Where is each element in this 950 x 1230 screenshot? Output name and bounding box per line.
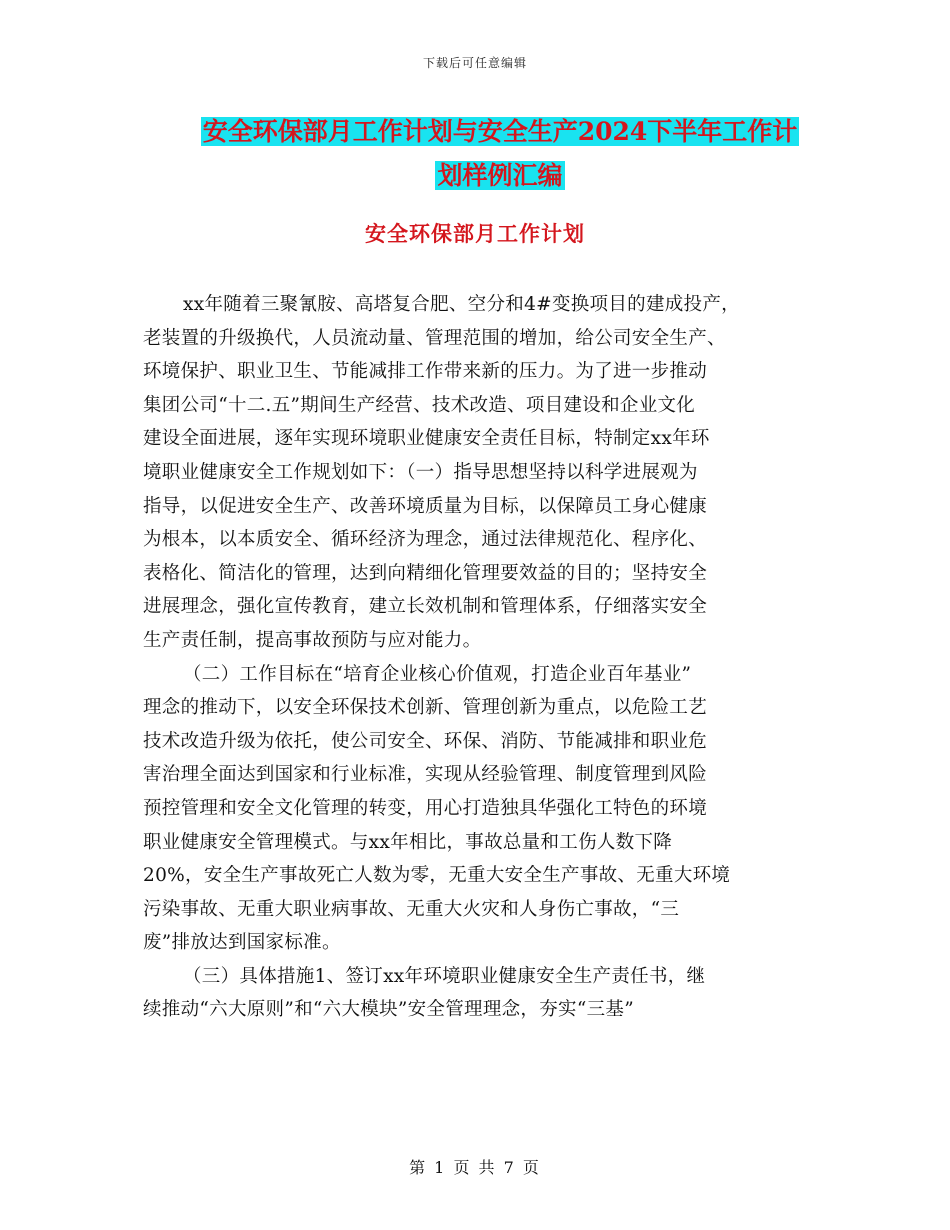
body-line: 预控管理和安全文化管理的转变，用心打造独具华强化工特色的环境 <box>143 797 708 819</box>
header-note: 下载后可任意编辑 <box>422 56 527 70</box>
body-line: 表格化、简洁化的管理，达到向精细化管理要效益的目的；坚持安全 <box>143 562 708 584</box>
body-line: 技术改造升级为依托，使公司安全、环保、消防、节能减排和职业危 <box>143 730 708 752</box>
body-line: 为根本，以本质安全、循环经济为理念，通过法律规范化、程序化、 <box>143 529 708 551</box>
section-heading: 安全环保部月工作计划 <box>365 221 585 246</box>
body-line: 污染事故、无重大职业病事故、无重大火灾和人身伤亡事故，“三 <box>143 898 680 920</box>
body-line: 进展理念，强化宣传教育，建立长效机制和管理体系，仔细落实安全 <box>143 596 708 618</box>
document-title-line-1: 安全环保部月工作计划与安全生产2024下半年工作计 <box>202 117 798 146</box>
body-line: 续推动“六大原则”和“六大模块”安全管理理念，夯实“三基” <box>143 999 634 1021</box>
document-title <box>140 110 860 198</box>
body-line: 废”排放达到国家标准。 <box>143 932 341 954</box>
page-number-footer: 第 1 页 共 7 页 <box>409 1158 541 1177</box>
body-line: 建设全面进展，逐年实现环境职业健康安全责任目标，特制定xx年环 <box>143 428 710 450</box>
body-line: 环境保护、职业卫生、节能减排工作带来新的压力。为了进一步推动 <box>143 361 708 383</box>
body-text <box>143 288 818 1027</box>
body-line: 境职业健康安全工作规划如下：（一）指导思想坚持以科学进展观为 <box>143 461 698 483</box>
body-line: 老装置的升级换代，人员流动量、管理范围的增加，给公司安全生产、 <box>143 327 726 349</box>
body-line: 指导，以促进安全生产、改善环境质量为目标，以保障员工身心健康 <box>143 495 708 517</box>
body-line: 理念的推动下，以安全环保技术创新、管理创新为重点，以危险工艺 <box>143 697 708 719</box>
body-line: 20%，安全生产事故死亡人数为零，无重大安全生产事故、无重大环境 <box>143 865 731 887</box>
body-line: （三）具体措施1、签订xx年环境职业健康安全生产责任书，继 <box>183 965 706 987</box>
body-line: 集团公司“十二.五”期间生产经营、技术改造、项目建设和企业文化 <box>143 394 696 416</box>
body-line: 生产责任制，提高事故预防与应对能力。 <box>143 629 482 651</box>
body-line: xx年随着三聚氰胺、高塔复合肥、空分和4#变换项目的建成投产， <box>183 294 740 315</box>
body-line: 职业健康安全管理模式。与xx年相比，事故总量和工伤人数下降 <box>143 831 673 853</box>
body-line: 害治理全面达到国家和行业标准，实现从经验管理、制度管理到风险 <box>143 764 708 786</box>
document-title-line-2: 划样例汇编 <box>437 161 563 190</box>
body-line: （二）工作目标在“培育企业核心价值观，打造企业百年基业” <box>183 663 692 685</box>
